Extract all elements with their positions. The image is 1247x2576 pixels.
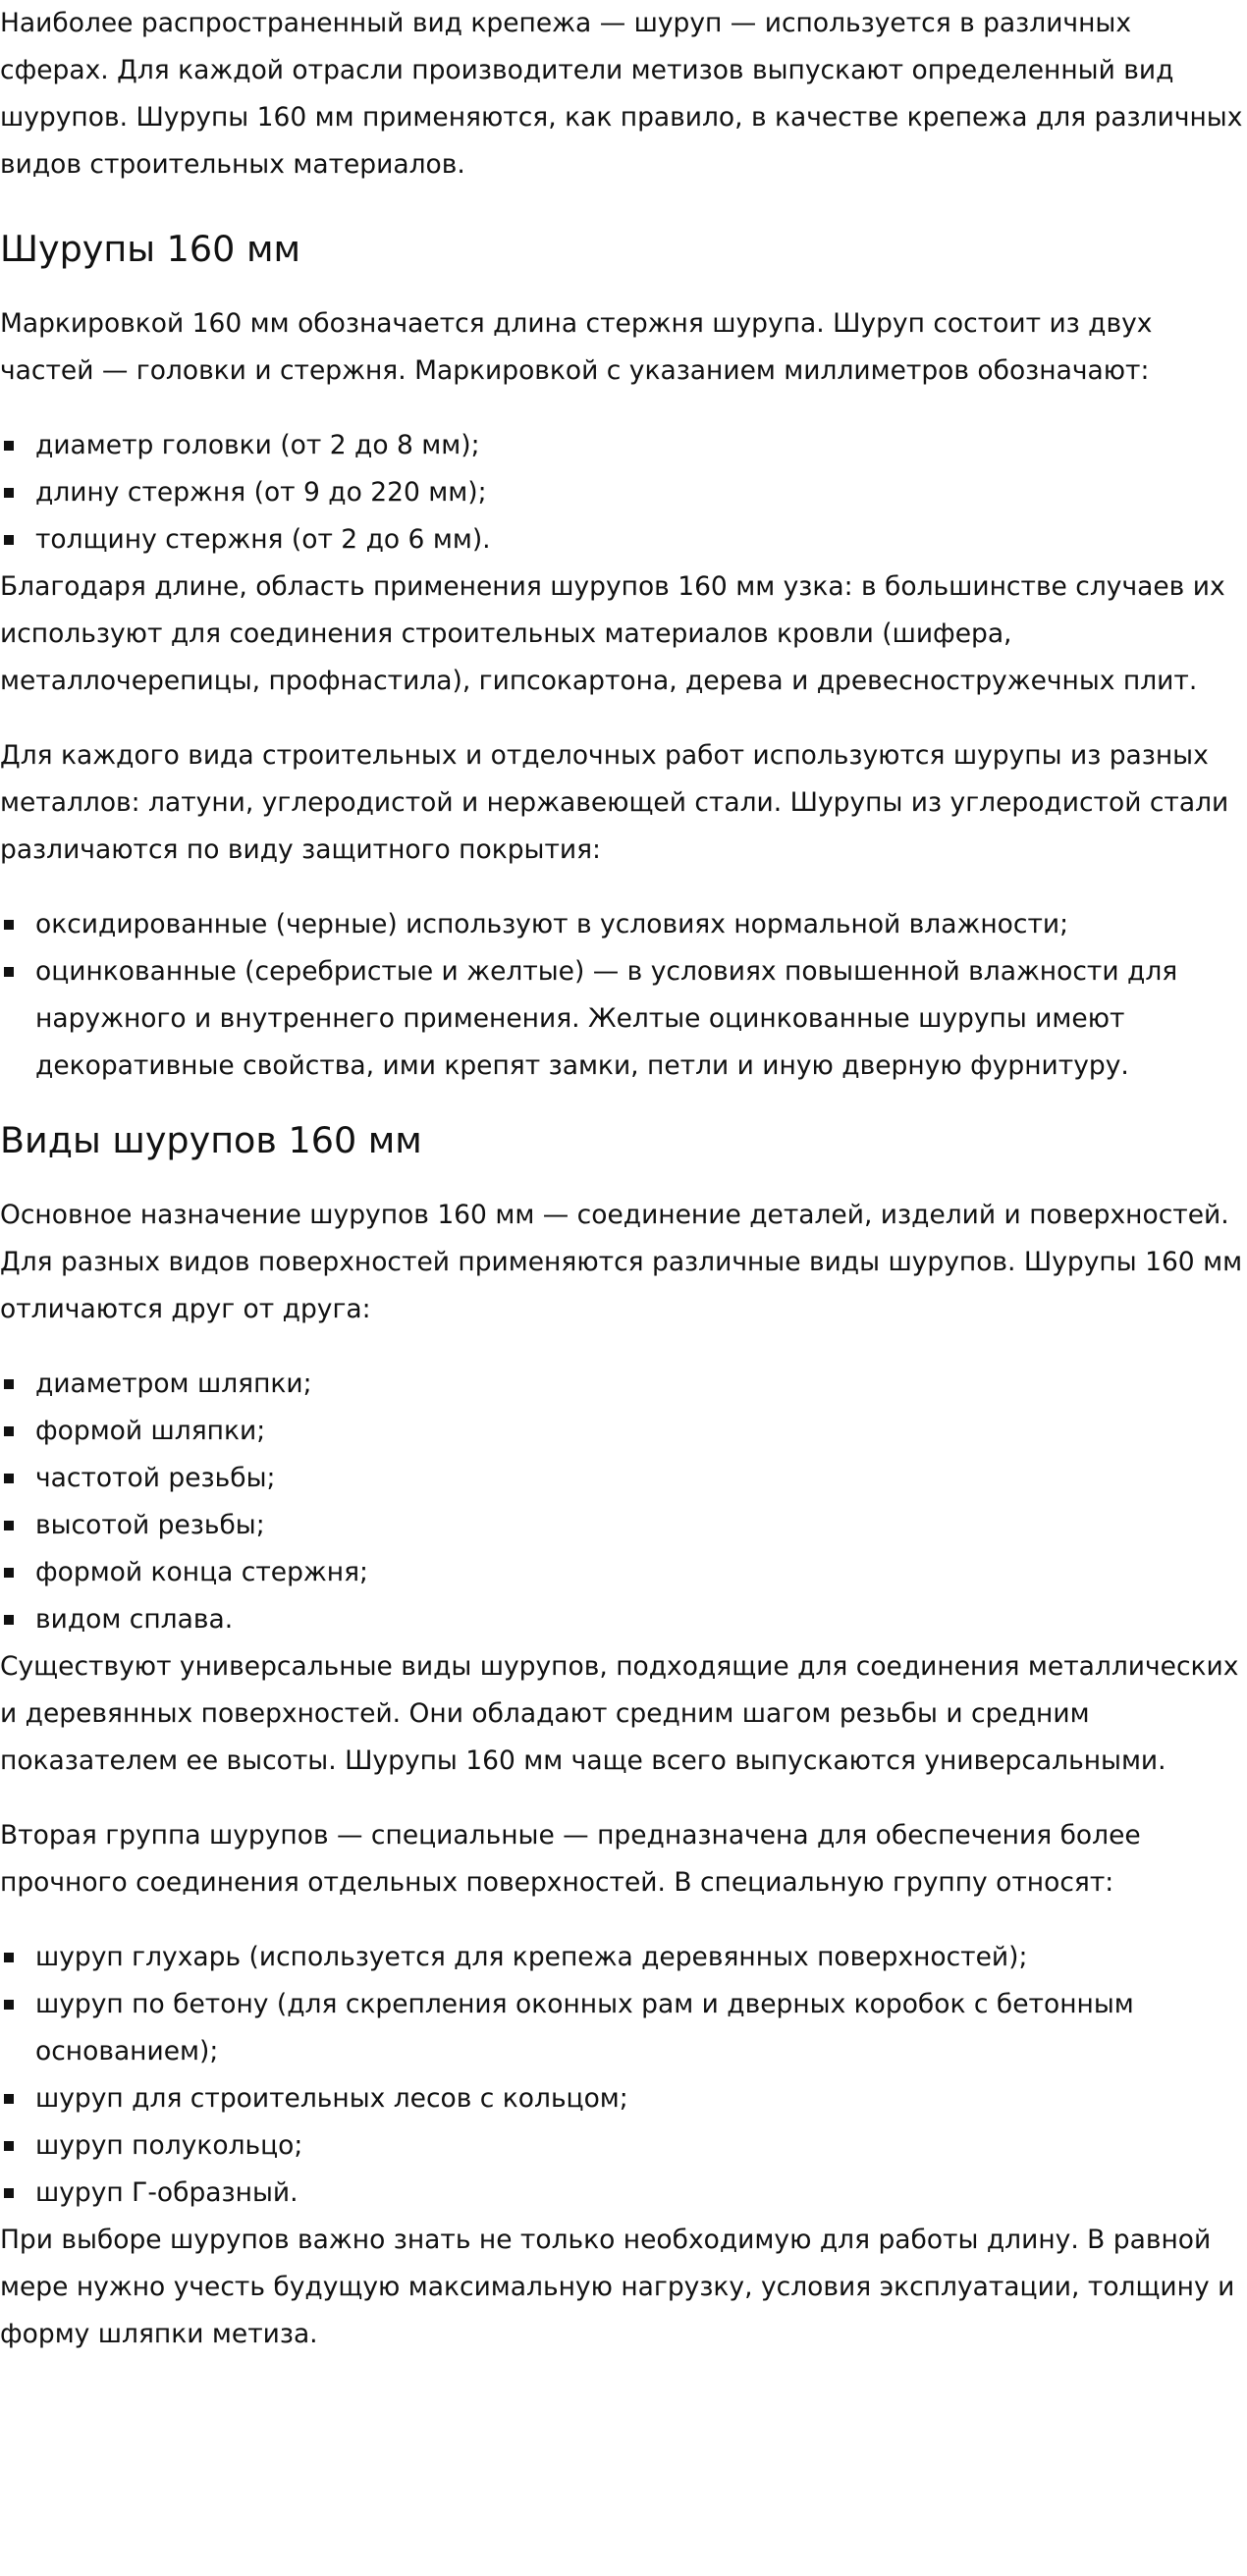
list-item: оксидированные (черные) используют в условиях нормальной влажности;	[35, 901, 1247, 948]
bullet-icon	[4, 1615, 14, 1625]
bullet-icon	[4, 488, 14, 498]
bullet-icon	[4, 1474, 14, 1483]
list-item: диаметр головки (от 2 до 8 мм);	[35, 422, 1247, 469]
intro-paragraph: Наиболее распространенный вид крепежа — шуруп — используется в различных сферах. Для каждой отрасли производители метизов выпускают определенный вид шурупов. Шурупы 160 мм применяются, как правило, в качестве крепежа для различных видов строительных материалов.	[0, 8, 1243, 180]
paragraph: Для каждого вида строительных и отделочных работ используются шурупы из разных металлов: латуни, углеродистой и нержавеющей стали. Шурупы из углеродистой стали различаются по виду защитного покрытия:	[0, 740, 1229, 865]
list-item: высотой резьбы;	[35, 1502, 1247, 1549]
list-item: формой конца стержня;	[35, 1549, 1247, 1596]
bullet-icon	[4, 2141, 14, 2151]
differences-list	[0, 1361, 1247, 1643]
bullet-icon	[4, 2000, 14, 2010]
paragraph: Маркировкой 160 мм обозначается длина стержня шурупа. Шуруп состоит из двух частей — головки и стержня. Маркировкой с указанием миллиметров обозначают:	[0, 308, 1153, 386]
list-item: шуруп по бетону (для скрепления оконных рам и дверных коробок с бетонным основанием);	[35, 1981, 1247, 2075]
bullet-icon	[4, 441, 14, 451]
paragraph: Благодаря длине, область применения шурупов 160 мм узка: в большинстве случаев их используют для соединения строительных материалов кровли (шифера, металлочерепицы, профнастила), гипсокартона, дерева и древесностружечных плит.	[0, 571, 1225, 696]
marking-list	[0, 422, 1247, 564]
bullet-icon	[4, 535, 14, 545]
paragraph: Основное назначение шурупов 160 мм — соединение деталей, изделий и поверхностей. Для разных видов поверхностей применяются различные виды шурупов. Шурупы 160 мм отличаются друг от друга:	[0, 1200, 1243, 1324]
coating-list	[0, 901, 1247, 1090]
section-heading-screw-types: Виды шурупов 160 мм	[0, 1119, 422, 1161]
bullet-icon	[4, 2188, 14, 2198]
bullet-icon	[4, 967, 14, 977]
special-screws-list	[0, 1934, 1247, 2217]
list-item: формой шляпки;	[35, 1408, 1247, 1455]
bullet-icon	[4, 920, 14, 930]
bullet-icon	[4, 1521, 14, 1530]
list-item: шуруп глухарь (используется для крепежа деревянных поверхностей);	[35, 1934, 1247, 1981]
list-item: шуруп Г-образный.	[35, 2170, 1247, 2217]
paragraph: Существуют универсальные виды шурупов, подходящие для соединения металлических и деревянных поверхностей. Они обладают средним шагом резьбы и средним показателем ее высоты. Шурупы 160 мм чаще всего выпускаются универсальными.	[0, 1651, 1239, 1776]
section-heading-screws-160mm: Шурупы 160 мм	[0, 228, 301, 270]
bullet-icon	[4, 1426, 14, 1436]
list-item: видом сплава.	[35, 1596, 1247, 1643]
paragraph: Вторая группа шурупов — специальные — предназначена для обеспечения более прочного соединения отдельных поверхностей. В специальную группу относят:	[0, 1820, 1141, 1898]
bullet-icon	[4, 1953, 14, 1962]
list-item: толщину стержня (от 2 до 6 мм).	[35, 516, 1247, 564]
bullet-icon	[4, 1568, 14, 1578]
bullet-icon	[4, 2094, 14, 2104]
bullet-icon	[4, 1379, 14, 1389]
list-item: диаметром шляпки;	[35, 1361, 1247, 1408]
list-item: оцинкованные (серебристые и желтые) — в условиях повышенной влажности для наружного и внутреннего применения. Желтые оцинкованные шурупы имеют декоративные свойства, ими крепят замки, петли и иную дверную фурнитуру.	[35, 948, 1247, 1090]
list-item: длину стержня (от 9 до 220 мм);	[35, 469, 1247, 516]
paragraph: При выборе шурупов важно знать не только необходимую для работы длину. В равной мере нужно учесть будущую максимальную нагрузку, условия эксплуатации, толщину и форму шляпки метиза.	[0, 2225, 1235, 2349]
list-item: шуруп для строительных лесов с кольцом;	[35, 2075, 1247, 2122]
list-item: частотой резьбы;	[35, 1455, 1247, 1502]
list-item: шуруп полукольцо;	[35, 2122, 1247, 2170]
